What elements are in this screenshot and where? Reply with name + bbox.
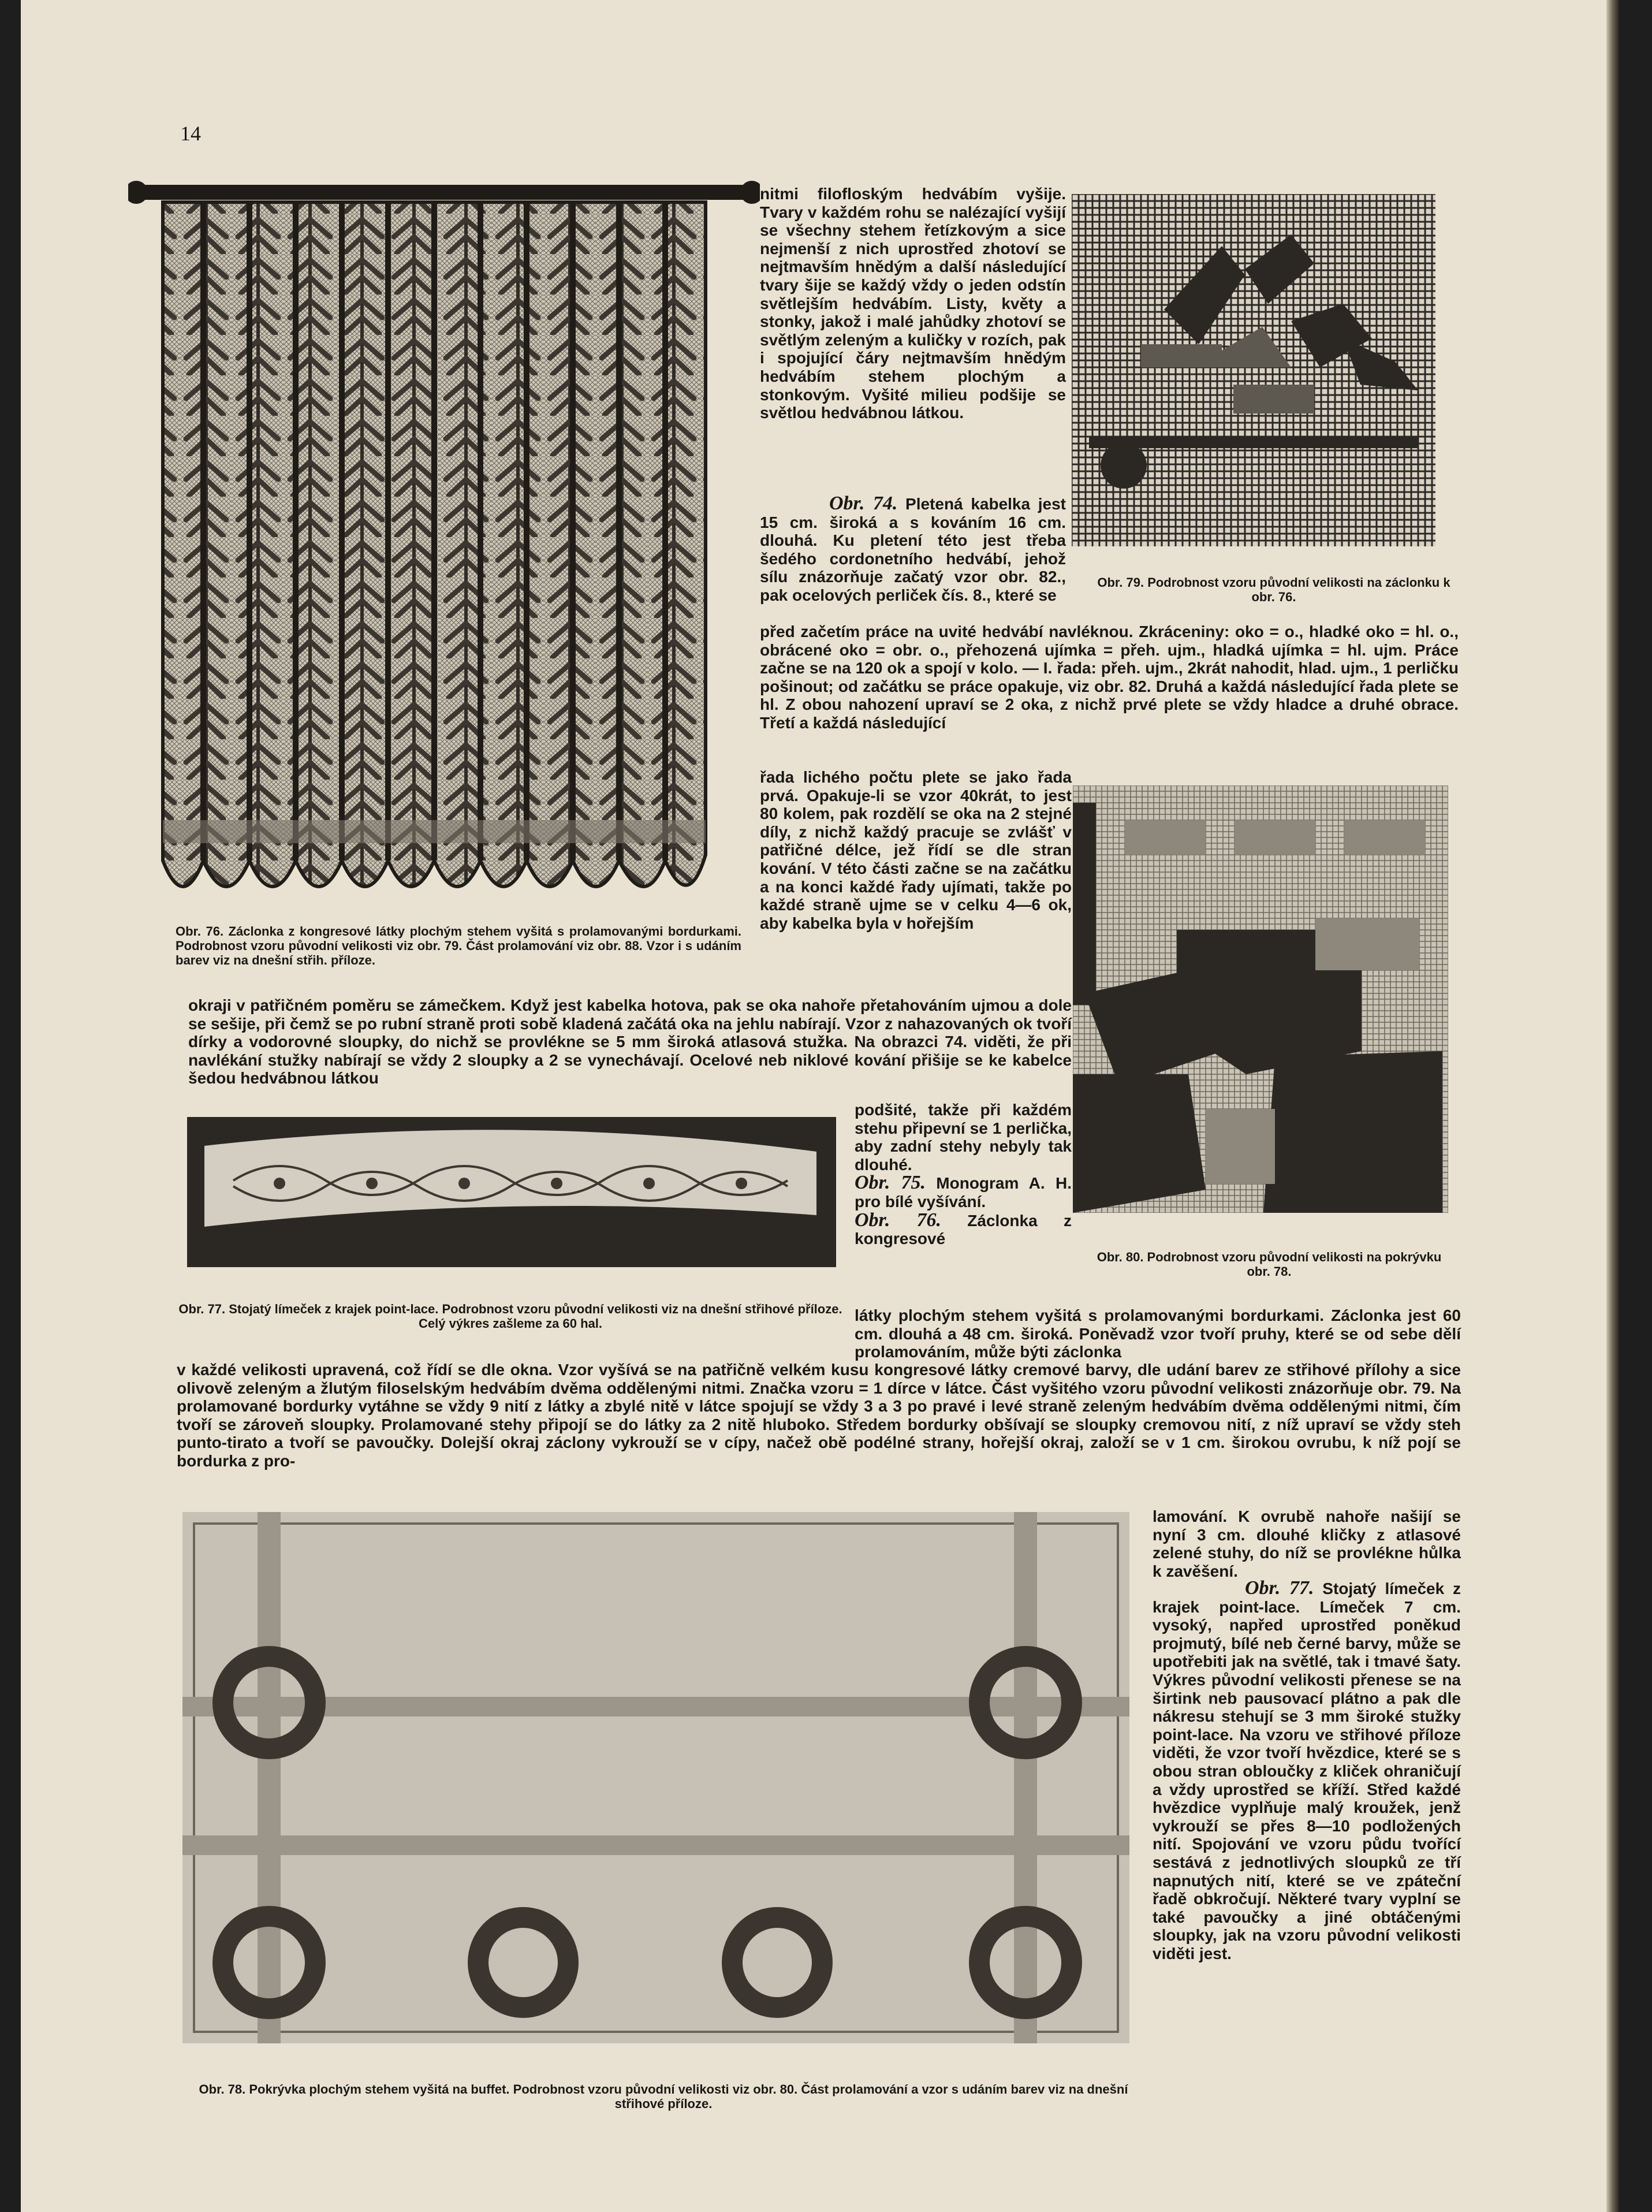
figure-77-collar <box>187 1117 836 1267</box>
text-col-d <box>855 1101 1072 1248</box>
text-col-d2: Monogram A. H. pro bílé vyšívání. <box>855 1174 1072 1211</box>
caption-fig76: Obr. 76. Záclonka z kongresové látky plochým stehem vyšitá s prolamovanými bordurkami. Podrobnost vzoru původní velikosti viz obr. 79. Část prolamování viz obr. 88. Vzor i s udáním barev viz na dnešní střih. příloze. <box>176 924 741 967</box>
text-col-e2-body: Stojatý límeček z krajek point-lace. Límeček 7 cm. vysoký, napřed uprostřed poněkud projmutý, bílé neb černé barvy, může se upotřebiti jak na světlé, tak i tmavé šaty. Výkres původní velikosti přenese se na širtink neb pausovací plátno a pak dle nákresu stehují se 3 mm široké stužky point-lace. Na vzoru ve střihové příloze viděti, že vzor tvoří hvězdice, které se s obou stran obloučky z kliček ohraničují a vždy uprostřed se kříží. Střed každé hvězdice vyplňuje malý kroužek, jenž vykrouží se přes 8—10 podložených nití. Spojování ve vzoru půdu tvořící sestává z jednotlivých sloupků ze tří napnutých nití, které se ve zpáteční řadě obkročují. Některé tvary vyplní se také pavoučky a jiné obtáčenými sloupky, jak na vzoru původní velikosti viděti jest. <box>1153 1580 1461 1963</box>
text-wide-2: okraji v patřičném poměru se zámečkem. Když jest kabelka hotova, pak se oka nahoře přetahováním ujmou a dole se sešije, při čemž se po rubní straně proti sobě kladená začátá oka na jehlu nabírají. Vzor z nahazovaných ok tvoří dírky a vodorovné sloupky, do nichž se provlékne se 5 mm široká atlasová stužka. Na obrazci 74. viděti, že při navlékání stužky nabírají se vždy 2 sloupky a 2 se vynechávají. Ocelové neb niklové kování přišije se ke kabelce šedou hedvábnou látkou <box>188 996 1072 1088</box>
text-col-a: nitmi filofloským hedvábím vyšije. Tvary v každém rohu se nalézající vyšijí se všechny stehem řetízkovým a sice nejmenší z nich uprostřed zhotoví se nejtmavším hnědým a další následující tvary šije se každý vždy o jeden odstín světlejším hedvábím. Listy, květy a stonky, jakož i malé jahůdky zhotoví se světlým zeleným a kuličky v rozích, pak i spojující čáry nejtmavším hnědým hedvábím stehem plochým a stonkovým. Vyšité milieu podšije se světlou hedvábnou látkou. <box>760 185 1066 422</box>
text-col-c: řada lichého počtu plete se jako řada prvá. Opakuje-li se vzor 40krát, to jest 80 kolem, pak rozdělí se oka na 2 stejné díly, z nichž každý pracuje se zvlášť v patřičné délce, jež řídí se dle stran kování. V této části začne se na začátku a na konci každé řady ujímati, takže po každé straně ujme se v celku 4—6 ok, aby kabelka byla v hořejším <box>760 768 1072 932</box>
caption-fig78: Obr. 78. Pokrývka plochým stehem vyšitá na buffet. Podrobnost vzoru původní velikosti viz obr. 80. Část prolamování a vzor s udáním barev viz na dnešní střihové příloze. <box>199 2082 1128 2111</box>
text-col-b <box>760 494 1066 605</box>
figure-80-detail <box>1073 785 1448 1213</box>
text-col-d-body: podšité, takže při každém stehu připevní se 1 perlička, aby zadní stehy nebyly tak dlouhé. <box>855 1101 1072 1174</box>
caption-fig79: Obr. 79. Podrobnost vzoru původní velikosti na záclonku k obr. 76. <box>1097 575 1450 604</box>
page-number: 14 <box>180 122 201 145</box>
text-col-e2 <box>1153 1579 1461 1963</box>
text-wide-1: před začetím práce na uvité hedvábí navléknou. Zkráceniny: oko = o., hladké oko = hl. o., obrácené oko = obr. o., přehozená ujímka = přeh. ujm., hladká ujímka = hl. ujm. Práce začne se na 120 ok a spojí v kolo. — I. řada: přeh. ujm., 2krát nahodit, hlad. ujm., 1 perličku pošinout; od začátku se práce opakuje, viz obr. 82. Druhá a každá následující řada plete se hl. Z obou nahození upraví se 2 oka, z nichž prvé plete se vždy hladce a druhé obrace. Třetí a každá následující <box>760 623 1459 732</box>
label-obr-76: Obr. 76. <box>855 1209 941 1231</box>
text-col-d3: Záclonka z kongresové <box>855 1211 1072 1248</box>
text-col-e: lamování. K ovrubě nahoře našijí se nyní 3 cm. dlouhé kličky z atlasové zelené stuhy, do níž se provlékne hůlka k zavěšení. <box>1153 1507 1461 1580</box>
figure-78-buffet-cover <box>182 1512 1129 2043</box>
text-col-b-body: Pletená kabelka jest 15 cm. široká a s kováním 16 cm. dlouhá. Ku pletení této jest třeba šedého cordonetního hedvábí, jehož sílu znázorňuje začatý vzor obr. 82., pak ocelových perliček čís. 8., které se <box>760 495 1066 604</box>
text-wide-3: látky plochým stehem vyšitá s prolamovanými bordurkami. Záclonka jest 60 cm. dlouhá a 48 cm. široká. Poněvadž vzor tvoří pruhy, které se od sebe dělí prolamováním, může býti záclonka <box>855 1306 1461 1361</box>
figure-76-curtain <box>128 173 760 924</box>
text-wide-4: v každé velikosti upravená, což řídí se dle okna. Vzor vyšívá se na patřičně velkém kusu kongresové látky cremové barvy, dle udání barev ze střihové přílohy a sice olivově zeleným a žlutým filoselským hedvábím dvěma oddělenými nitmi. Značka vzoru = 1 dírce v látce. Část vyšitého vzoru původní velikosti znázorňuje obr. 79. Na prolamované bordurky vytáhne se vždy 9 nití z látky a zbylé nitě v látce spojují se vždy 3 a 3 po pravé i levé straně zeleným hedvábím dvěma oddělenými nitmi, čím tvoří se zároveň sloupky. Prolamované stehy připojí se do látky za 2 nitě hluboko. Středem bordurky obšívají se sloupky cremovou nití, z níž upraví se vždy steh punto-tirato a tvoří se pavoučky. Dolejší okraj záclony vykrouží se v cípy, načež obě podélné strany, hořejší okraj, založí se v 1 cm. širokou ovrubu, k níž pojí se bordurka z pro- <box>177 1361 1461 1470</box>
figure-79-detail <box>1072 194 1435 546</box>
label-obr-74: Obr. 74. <box>829 493 898 514</box>
label-obr-75: Obr. 75. <box>855 1172 926 1194</box>
page-edge-shadow <box>1606 0 1619 2212</box>
caption-fig77: Obr. 77. Stojatý límeček z krajek point-lace. Podrobnost vzoru původní velikosti viz na dnešní střihové příloze. Celý výkres zašleme za 60 hal. <box>178 1302 842 1331</box>
caption-fig80: Obr. 80. Podrobnost vzoru původní velikosti na pokrývku obr. 78. <box>1097 1250 1442 1279</box>
magazine-page <box>21 0 1619 2212</box>
label-obr-77: Obr. 77. <box>1245 1577 1314 1599</box>
